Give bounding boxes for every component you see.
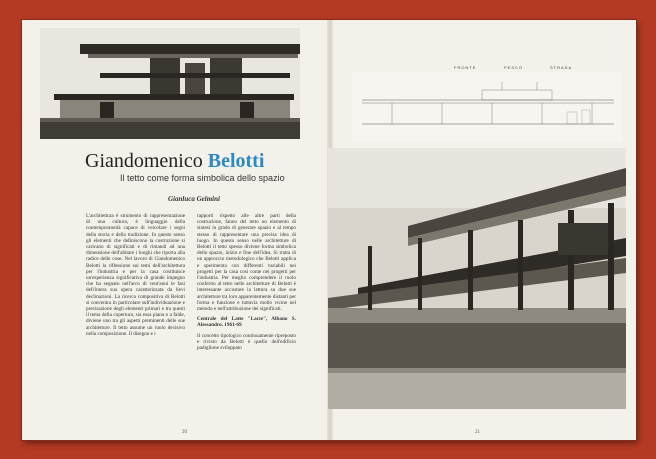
drawing-label-1: FRONTE: [454, 65, 477, 70]
body-column-1: [86, 213, 185, 341]
article-title: [85, 150, 335, 173]
page-number-left: 20: [182, 430, 187, 435]
drawing-label-2: PESCO: [504, 65, 524, 70]
body-column-2-tail: Il concetto tipologico continuamente ripreposto e rivisto da Belotti è quello dell'edificio padiglione sviluppato: [197, 332, 296, 352]
drawing-label-3: STRADA: [550, 65, 573, 70]
body-column-1-text: L'architettura è strumento di rappresentazione di una cultura, è linguaggio della contemporaneità capace di veicolare i segni della storia e della tradizione. In questo senso gli elementi che definiscono la costruzione si caricano di significati e di rimandi ad una dimensione dell'abitare i luoghi che riporta alla radice delle cose. Nel lavoro di Giandomenico Belotti la riflessione sui temi dell'architettura per l'industria e per la casa costituisce un'esperienza significativa di grande impegno che ha segnato nell'arco di vent'anni le fasi dell'intera sua opera caratterizzata da lievi declinazioni. La ricerca compositiva di Belotti si concentra in particolare sull'individuazione e precisazione degli elementi primari e tra questi il tema della copertura, sia essa piana o a falde, diviene uno tra gli aspetti preminenti delle sue architetture. Il tetto assume un ruolo decisivo nella composizione. Il disegno e i: [86, 213, 185, 337]
magazine-spread: [22, 20, 636, 440]
body-column-2: [197, 213, 296, 355]
article-subtitle: Il tetto come forma simbolica dello spazio: [120, 173, 285, 183]
elevation-drawing: [352, 72, 622, 142]
building-photo-bottom-right: [328, 148, 626, 409]
body-column-2-text: rapporti rispetto alle altre parti della costruzione, fanno del tetto un elemento di sintesi in grado di generare spazio e al tempo stesso di rappresentare una precisa idea di luogo. In questo senso nelle architetture di Belotti il tetto spesso diviene forma simbolica dello spazio, inizio e fine dell'idea. Si tratta di un approccio metodologico che Belotti applica e sperimenta con differenti variabili nei progetti per la casa così come nei progetti per l'industria. Per meglio comprendere il ruolo conferito al tetto nelle architetture di Belotti è interessante accostare la lettura su due sue architetture tra loro apparentemente distanti per forma e funzione e tuttavia molto vicine nel metodo e nell'attribuzione dei significati.: [197, 213, 296, 313]
article-author: Gianluca Gelmini: [168, 195, 220, 203]
title-prefix: Giandomenico: [85, 150, 208, 172]
building-photo-top-left: [40, 28, 300, 139]
body-column-2-heading: Centrale del Latte "Lacte", Albano S. Alessandro. 1961-69: [197, 316, 296, 329]
title-accent: Belotti: [207, 150, 265, 172]
page-number-right: 21: [475, 430, 480, 435]
